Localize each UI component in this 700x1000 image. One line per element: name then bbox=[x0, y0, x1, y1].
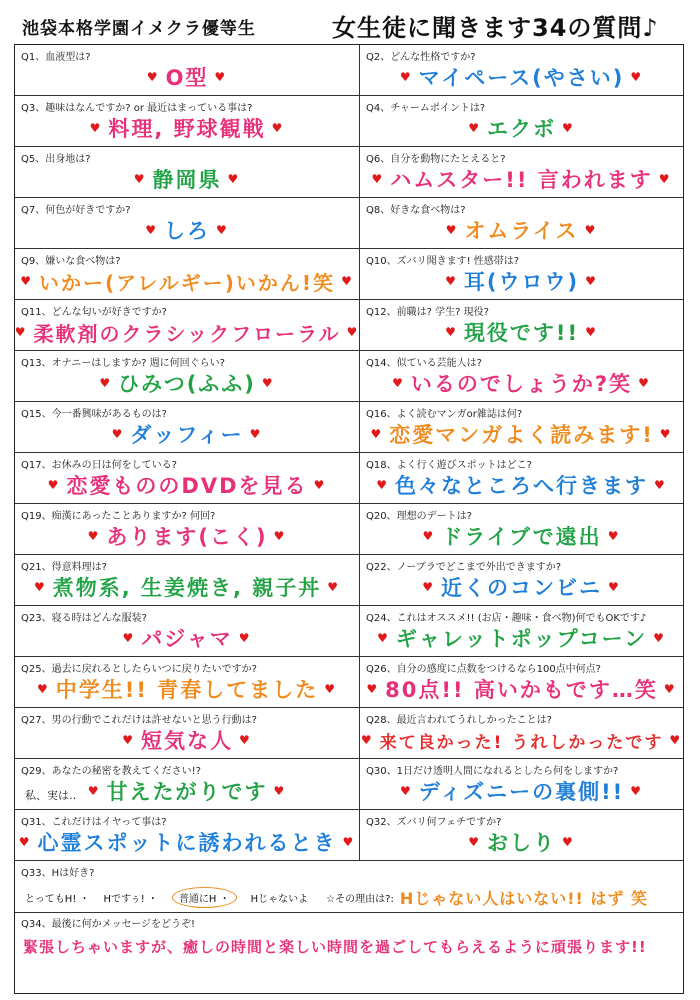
question-text: Q19、痴漢にあったことありますか? 何回? bbox=[21, 511, 216, 522]
q33-option: とってもH! ・ bbox=[25, 894, 90, 905]
answer-text: 近くのコンビニ bbox=[441, 576, 602, 600]
answer-text: 短気な人 bbox=[141, 729, 233, 753]
answer-row bbox=[15, 522, 359, 550]
answer-row bbox=[15, 216, 359, 244]
answer-row bbox=[15, 369, 359, 397]
heart-icon: ♥ bbox=[249, 427, 263, 441]
answer-text: 煮物系, 生姜焼き, 親子丼 bbox=[52, 576, 322, 600]
q33-options bbox=[25, 886, 648, 909]
heart-icon: ♥ bbox=[273, 784, 287, 798]
answer-row bbox=[360, 318, 683, 346]
answer-row bbox=[360, 828, 683, 856]
question-text: Q16、よく読むマンガor雑誌は何? bbox=[366, 409, 523, 420]
heart-icon: ♥ bbox=[111, 427, 125, 441]
answer-row bbox=[360, 522, 683, 550]
answer-row bbox=[360, 573, 683, 601]
answer-text: いるのでしょうか?笑 bbox=[410, 372, 633, 396]
question-text: Q31、これだけはイヤって事は? bbox=[21, 817, 167, 828]
question-text: Q18、よく行く遊びスポットはどこ? bbox=[366, 460, 532, 471]
question-cell bbox=[360, 300, 683, 351]
answer-text: 色々なところへ行きます bbox=[395, 474, 648, 498]
question-text: Q2、どんな性格ですか? bbox=[366, 52, 476, 63]
heart-icon: ♥ bbox=[47, 478, 61, 492]
answer-text: オムライス bbox=[464, 219, 579, 243]
question-cell bbox=[360, 45, 683, 96]
question-text: Q5、出身地は? bbox=[21, 154, 91, 165]
question-cell bbox=[15, 249, 360, 300]
answer-row bbox=[15, 114, 359, 142]
answer-text: いかー(アレルギー)いかん!笑 bbox=[38, 270, 336, 295]
question-cell bbox=[360, 96, 683, 147]
heart-icon: ♥ bbox=[376, 478, 389, 492]
answer-text: 柔軟剤のクラシックフローラル bbox=[33, 321, 341, 346]
qa-grid bbox=[15, 45, 683, 861]
answer-row bbox=[360, 777, 683, 805]
question-34-answer: 緊張しちゃいますが、癒しの時間と楽しい時間を過ごしてもらえるように頑張ります!! bbox=[23, 938, 647, 956]
heart-icon: ♥ bbox=[341, 274, 354, 288]
question-text: Q23、寝る時はどんな服装? bbox=[21, 613, 147, 624]
question-cell bbox=[360, 147, 683, 198]
q33-option: Hじゃないよ bbox=[250, 894, 309, 905]
question-text: Q8、好きな食べ物は? bbox=[366, 205, 466, 216]
answer-row bbox=[360, 267, 683, 295]
answer-row bbox=[15, 318, 359, 346]
question-34-text: Q34、最後に何かメッセージをどうぞ! bbox=[21, 919, 196, 930]
question-text: Q29、あなたの秘密を教えてください!? bbox=[21, 766, 201, 777]
heart-icon: ♥ bbox=[87, 529, 101, 543]
heart-icon: ♥ bbox=[89, 121, 103, 135]
question-text: Q25、過去に戻れるとしたらいつに戻りたいですか? bbox=[21, 664, 257, 675]
question-cell bbox=[15, 504, 360, 555]
heart-icon: ♥ bbox=[658, 172, 672, 186]
heart-icon: ♥ bbox=[324, 682, 337, 696]
question-text: Q21、得意料理は? bbox=[21, 562, 107, 573]
question-text: Q1、血液型は? bbox=[21, 52, 91, 63]
question-text: Q15、今一番興味があるものは? bbox=[21, 409, 167, 420]
answer-text: ギャレットポップコーン bbox=[395, 627, 648, 651]
answer-row bbox=[15, 267, 359, 295]
heart-icon: ♥ bbox=[239, 733, 252, 747]
q33-option-selected: 普通にH ・ bbox=[172, 887, 237, 908]
heart-icon: ♥ bbox=[654, 478, 667, 492]
heart-icon: ♥ bbox=[392, 376, 405, 390]
heart-icon: ♥ bbox=[87, 784, 101, 798]
heart-icon: ♥ bbox=[653, 631, 666, 645]
question-cell bbox=[360, 657, 683, 708]
question-cell bbox=[360, 198, 683, 249]
heart-icon: ♥ bbox=[18, 835, 32, 849]
answer-text: ひみつ(ふふ) bbox=[118, 372, 256, 396]
question-text: Q4、チャームポイントは? bbox=[366, 103, 486, 114]
heart-icon: ♥ bbox=[360, 733, 374, 747]
answer-row bbox=[360, 165, 683, 193]
heart-icon: ♥ bbox=[562, 835, 575, 849]
answer-text: おしり bbox=[487, 831, 556, 855]
heart-icon: ♥ bbox=[630, 70, 644, 84]
heart-icon: ♥ bbox=[346, 325, 360, 339]
question-cell bbox=[360, 351, 683, 402]
question-cell bbox=[360, 555, 683, 606]
question-cell bbox=[360, 810, 683, 861]
answer-row bbox=[360, 369, 683, 397]
answer-text: あります(こく) bbox=[106, 525, 268, 549]
heart-icon: ♥ bbox=[659, 427, 673, 441]
question-cell bbox=[15, 147, 360, 198]
question-cell bbox=[15, 45, 360, 96]
heart-icon: ♥ bbox=[663, 682, 677, 696]
heart-icon: ♥ bbox=[327, 580, 341, 594]
question-cell bbox=[15, 657, 360, 708]
heart-icon: ♥ bbox=[20, 274, 33, 288]
heart-icon: ♥ bbox=[216, 223, 229, 237]
answer-row bbox=[15, 471, 359, 499]
q33-option: Hですぅ! ・ bbox=[103, 894, 158, 905]
heart-icon: ♥ bbox=[370, 427, 384, 441]
question-33-text: Q33、Hは好き? bbox=[21, 868, 95, 879]
q33-reason-label: ☆その理由は?: bbox=[326, 894, 394, 905]
answer-text: パジャマ bbox=[141, 627, 233, 651]
answer-text: ダッフィー bbox=[130, 423, 244, 447]
heart-icon: ♥ bbox=[271, 121, 285, 135]
answer-text: ディズニーの裏側!! bbox=[418, 780, 625, 804]
heart-icon: ♥ bbox=[608, 580, 621, 594]
answer-row bbox=[15, 777, 359, 805]
question-cell bbox=[15, 759, 360, 810]
question-cell bbox=[360, 759, 683, 810]
answer-text: 料理, 野球観戦 bbox=[108, 117, 266, 141]
question-cell bbox=[360, 606, 683, 657]
heart-icon: ♥ bbox=[371, 172, 385, 186]
question-cell bbox=[360, 453, 683, 504]
question-cell bbox=[15, 402, 360, 453]
heart-icon: ♥ bbox=[122, 733, 135, 747]
heart-icon: ♥ bbox=[145, 223, 158, 237]
heart-icon: ♥ bbox=[214, 70, 228, 84]
question-text: Q28、最近言われてうれしかったことは? bbox=[366, 715, 552, 726]
answer-row bbox=[360, 63, 683, 91]
answer-row bbox=[15, 828, 359, 856]
question-cell bbox=[15, 96, 360, 147]
answer-text: 現役です!! bbox=[463, 321, 580, 345]
heart-icon: ♥ bbox=[468, 835, 481, 849]
heart-icon: ♥ bbox=[422, 580, 435, 594]
question-text: Q20、理想のデートは? bbox=[366, 511, 472, 522]
heart-icon: ♥ bbox=[468, 121, 481, 135]
answer-text: ドライブで遠出 bbox=[441, 525, 602, 549]
answer-text: 80点!! 高いかもです…笑 bbox=[385, 678, 658, 702]
heart-icon: ♥ bbox=[445, 274, 458, 288]
question-text: Q9、嫌いな食べ物は? bbox=[21, 256, 121, 267]
heart-icon: ♥ bbox=[238, 631, 252, 645]
question-34-cell bbox=[15, 912, 683, 993]
question-33-cell bbox=[15, 861, 683, 913]
answer-row bbox=[360, 471, 683, 499]
heart-icon: ♥ bbox=[133, 172, 147, 186]
heart-icon: ♥ bbox=[585, 325, 598, 339]
question-text: Q7、何色が好きですか? bbox=[21, 205, 131, 216]
heart-icon: ♥ bbox=[422, 529, 436, 543]
heart-icon: ♥ bbox=[638, 376, 651, 390]
heart-icon: ♥ bbox=[445, 325, 458, 339]
heart-icon: ♥ bbox=[399, 70, 413, 84]
heart-icon: ♥ bbox=[607, 529, 621, 543]
question-text: Q6、自分を動物にたとえると? bbox=[366, 154, 506, 165]
answer-row bbox=[15, 63, 359, 91]
question-cell bbox=[15, 810, 360, 861]
answer-text: 甘えたがりです bbox=[106, 780, 268, 804]
answer-row bbox=[360, 675, 683, 703]
sheet-title: 女生徒に聞きます34の質問♪ bbox=[332, 14, 659, 42]
answer-text: 来て良かった! うれしかったです bbox=[379, 732, 664, 753]
heart-icon: ♥ bbox=[342, 835, 356, 849]
question-cell bbox=[15, 453, 360, 504]
question-cell bbox=[15, 555, 360, 606]
question-cell bbox=[360, 402, 683, 453]
heart-icon: ♥ bbox=[585, 274, 598, 288]
question-cell bbox=[15, 300, 360, 351]
answer-text: O型 bbox=[165, 66, 209, 90]
header bbox=[0, 0, 700, 44]
answer-text: 心霊スポットに誘われるとき bbox=[37, 831, 337, 855]
answer-row bbox=[360, 216, 683, 244]
heart-icon: ♥ bbox=[37, 682, 50, 696]
question-text: Q12、前職は? 学生? 現役? bbox=[366, 307, 489, 318]
heart-icon: ♥ bbox=[584, 223, 598, 237]
question-cell bbox=[360, 708, 683, 759]
answer-row bbox=[15, 624, 359, 652]
question-text: Q17、お休みの日は何をしている? bbox=[21, 460, 177, 471]
answer-text: マイペース(やさい) bbox=[418, 66, 625, 90]
question-text: Q27、男の行動でこれだけは許せないと思う行動は? bbox=[21, 715, 257, 726]
answer-text: 耳(ウロウ) bbox=[463, 270, 580, 294]
heart-icon: ♥ bbox=[399, 784, 413, 798]
question-text: Q24、これはオススメ!! (お店・趣味・食べ物)何でもOKです♪ bbox=[366, 613, 647, 624]
question-text: Q10、ズバリ聞きます! 性感帯は? bbox=[366, 256, 520, 267]
answer-text: ハムスター!! 言われます bbox=[390, 168, 653, 192]
question-text: Q32、ズバリ何フェチですか? bbox=[366, 817, 502, 828]
question-cell bbox=[360, 249, 683, 300]
question-text: Q22、ノーブラでどこまで外出できますか? bbox=[366, 562, 562, 573]
heart-icon: ♥ bbox=[377, 631, 390, 645]
q33-reason: Hじゃない人はいない!! はず 笑 bbox=[399, 889, 648, 908]
answer-text: エクボ bbox=[487, 117, 556, 141]
answer-row bbox=[360, 624, 683, 652]
heart-icon: ♥ bbox=[227, 172, 241, 186]
answer-text: 恋愛もののDVDを見る bbox=[66, 474, 308, 498]
question-cell bbox=[15, 351, 360, 402]
answer-row bbox=[15, 165, 359, 193]
question-text: Q3、趣味はなんですか? or 最近はまっている事は? bbox=[21, 103, 253, 114]
heart-icon: ♥ bbox=[445, 223, 459, 237]
heart-icon: ♥ bbox=[15, 325, 28, 339]
answer-text: 中学生!! 青春してました bbox=[55, 678, 319, 702]
answer-row bbox=[15, 726, 359, 754]
answer-text: 恋愛マンガよく読みます! bbox=[389, 423, 654, 447]
question-sheet bbox=[14, 44, 684, 994]
answer-row bbox=[15, 420, 359, 448]
question-cell bbox=[15, 708, 360, 759]
answer-row bbox=[360, 114, 683, 142]
school-name: 池袋本格学園イメクラ優等生 bbox=[22, 19, 256, 39]
heart-icon: ♥ bbox=[630, 784, 643, 798]
heart-icon: ♥ bbox=[366, 682, 380, 696]
answer-row bbox=[15, 573, 359, 601]
answer-text: 静岡県 bbox=[152, 168, 222, 192]
heart-icon: ♥ bbox=[313, 478, 327, 492]
heart-icon: ♥ bbox=[562, 121, 575, 135]
heart-icon: ♥ bbox=[33, 580, 47, 594]
answer-row bbox=[360, 420, 683, 448]
question-cell bbox=[15, 198, 360, 249]
question-cell bbox=[15, 606, 360, 657]
heart-icon: ♥ bbox=[99, 376, 113, 390]
answer-prefix: 私、実は‥ bbox=[25, 789, 77, 802]
heart-icon: ♥ bbox=[261, 376, 275, 390]
question-text: Q26、自分の感度に点数をつけるなら100点中何点? bbox=[366, 664, 601, 675]
answer-row bbox=[15, 675, 359, 703]
question-cell bbox=[360, 504, 683, 555]
heart-icon: ♥ bbox=[273, 529, 287, 543]
heart-icon: ♥ bbox=[122, 631, 136, 645]
question-text: Q30、1日だけ透明人間になれるとしたら何をしますか? bbox=[366, 766, 619, 777]
heart-icon: ♥ bbox=[669, 733, 683, 747]
answer-row bbox=[360, 726, 683, 754]
question-text: Q11、どんな匂いが好きですか? bbox=[21, 307, 167, 318]
heart-icon: ♥ bbox=[146, 70, 160, 84]
answer-text: しろ bbox=[164, 219, 210, 243]
question-text: Q13、オナニーはしますか? 週に何回ぐらい? bbox=[21, 358, 225, 369]
question-text: Q14、似ている芸能人は? bbox=[366, 358, 482, 369]
